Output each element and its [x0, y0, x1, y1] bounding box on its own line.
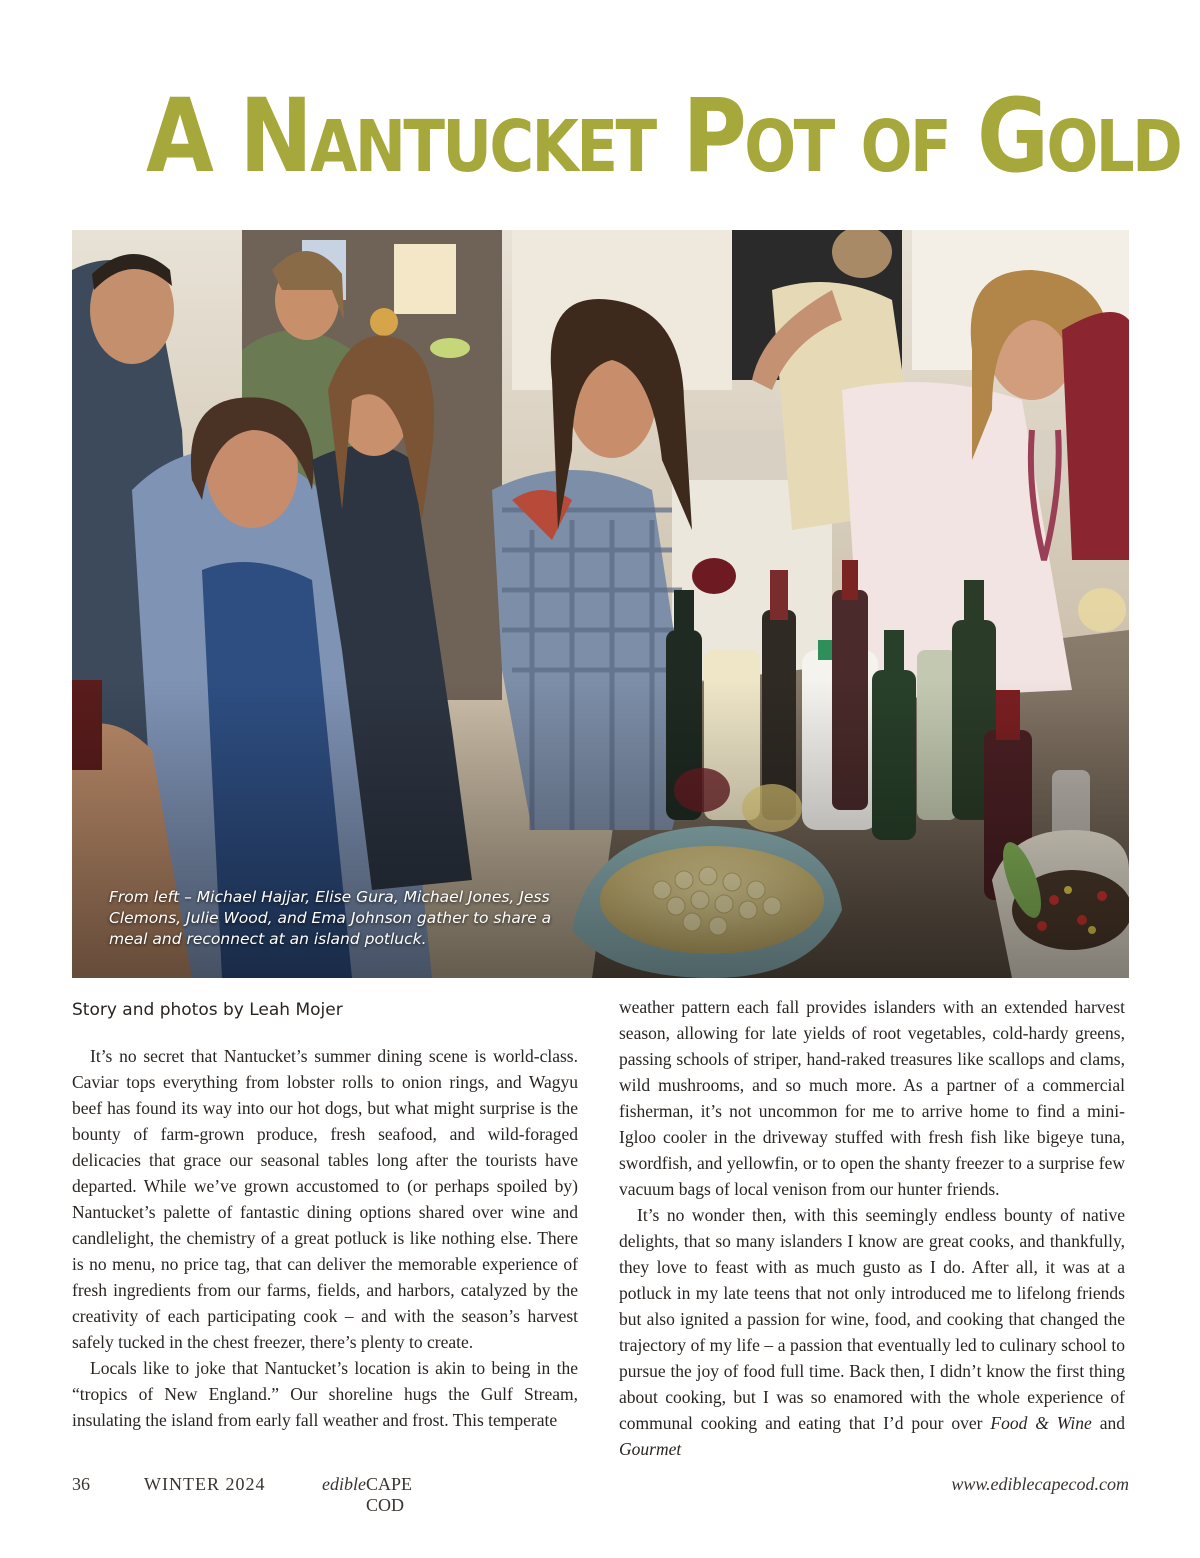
- body-paragraph: It’s no secret that Nantucket’s summer dining scene is world-class. Caviar tops everything from lobster rolls to onion rings, and Wagyu beef has found its way into our hot dogs, but what might surprise is the bounty of farm-grown produce, fresh seafood, and wild-foraged delicacies that grace our seasonal tables long after the tourists have departed. While we’ve grown accustomed to (or perhaps spoiled by) Nantucket’s palette of fantastic dining options shared over wine and candlelight, the chemistry of a great potluck is like nothing else. There is no menu, no price tag, that can deliver the memorable experience of fresh ingredients from our farms, fields, and harbors, catalyzed by the creativity of each participating cook – and with the season’s harvest safely tucked in the chest freezer, there’s plenty to create.: [72, 1046, 578, 1352]
- website-url: www.ediblecapecod.com: [951, 1474, 1129, 1494]
- body-column-right: [619, 994, 1125, 1462]
- magazine-name-rest: CAPE COD: [365, 1474, 412, 1515]
- body-paragraph-continued: weather pattern each fall provides islanders with an extended harvest season, allowing for late yields of root vegetables, cold-hardy greens, passing schools of striper, hand-raked treasures like scallops and clams, wild mushrooms, and so much more. As a partner of a commercial fisherman, it’s not uncommon for me to arrive home to find a mini-Igloo cooler in the driveway stuffed with fresh fish like bigeye tuna, swordfish, and yellowfin, or to open the shanty freezer to a surprise few vacuum bags of local venison from our hunter friends.: [619, 997, 1125, 1199]
- issue-label: WINTER 2024: [144, 1474, 266, 1494]
- page-number: 36: [72, 1474, 90, 1494]
- body-paragraph: Locals like to joke that Nantucket’s location is akin to being in the “tropics of New England.” Our shoreline hugs the Gulf Stream, insulating the island from early fall weather and frost. This temperate: [72, 1358, 578, 1430]
- potluck-photo: [72, 230, 1129, 978]
- magazine-name-italic: edible: [322, 1474, 366, 1494]
- magazine-title: Food & Wine: [990, 1413, 1092, 1433]
- potluck-photo-illustration: [72, 230, 1129, 978]
- body-paragraph: [619, 1202, 1125, 1462]
- byline: Story and photos by Leah Mojer: [72, 1000, 343, 1020]
- article-title: A Nantucket Pot of Gold: [146, 77, 1181, 196]
- photo-caption: From left – Michael Hajjar, Elise Gura, Michael Jones, Jess Clemons, Julie Wood, and Ema Johnson gather to share a meal and reconnect at an island potluck.: [109, 888, 552, 948]
- magazine-title: Gourmet: [619, 1439, 682, 1459]
- body-column-left: [72, 1043, 578, 1433]
- page-footer: [72, 1474, 1129, 1515]
- body-text: It’s no wonder then, with this seemingly endless bounty of native delights, that so many islanders I know are great cooks, and thankfully, they love to feast with as much gusto as I do. After all, it was at a potluck in my late teens that not only introduced me to lifelong friends but also ignited a passion for wine, food, and cooking that changed the trajectory of my life – a passion that eventually led to culinary school to pursue the joy of food full time. Back then, I didn’t know the first thing about cooking, but I was so enamored with the whole experience of communal cooking and eating that I’d pour over: [619, 1205, 1125, 1433]
- body-text: and: [1099, 1413, 1125, 1433]
- magazine-name: [322, 1474, 412, 1515]
